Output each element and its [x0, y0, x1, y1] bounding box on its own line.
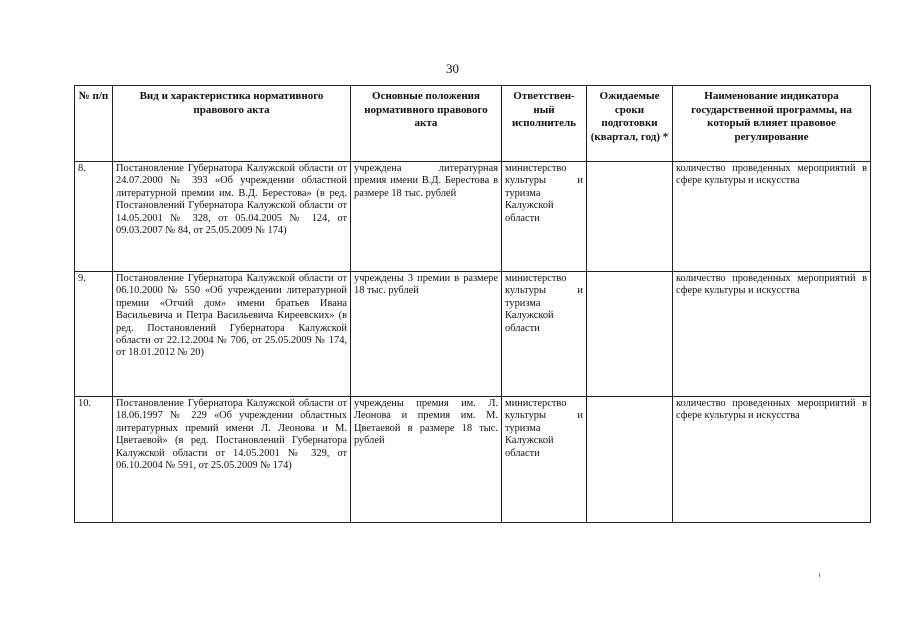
- act-provisions: учреждены премия им. Л. Леонова и премия им. М. Цветаевой в размере 18 тыс. рублей: [351, 397, 502, 523]
- act-provisions: учреждена литературная премия имени В.Д. Берестова в размере 18 тыс. рублей: [351, 162, 502, 272]
- indicator: количество проведенных мероприятий в сфере культуры и искусства: [673, 162, 871, 272]
- executor: министерство культуры и туризма Калужской области: [502, 272, 587, 397]
- row-number: 8.: [75, 162, 113, 272]
- header-provisions: Основные положения нормативного правового акта: [351, 86, 502, 162]
- act-description: Постановление Губернатора Калужской области от 06.10.2000 № 550 «Об учреждении литературной премии «Отчий дом» имени братьев Ивана Васильевича и Петра Васильевича Киреевских» (в ред. Постановлений Губернатора Калужской области от 22.12.2004 № 706, от 25.05.2009 № 174, от 18.01.2012 № 20): [113, 272, 351, 397]
- row-number: 9.: [75, 272, 113, 397]
- header-indicator: Наименование индикатора государственной программы, на который влияет правовое регулирование: [673, 86, 871, 162]
- table-row: [75, 162, 871, 272]
- expected-term: [587, 272, 673, 397]
- header-term: Ожидаемые сроки подготовки (квартал, год) *: [587, 86, 673, 162]
- act-description: Постановление Губернатора Калужской области от 24.07.2000 № 393 «Об учреждении областной литературной премии им. В.Д. Берестова» (в ред. Постановлений Губернатора Калужской области от 14.05.2001 № 328, от 05.04.2005 № 124, от 09.03.2007 № 84, от 25.05.2009 № 174): [113, 162, 351, 272]
- act-description: Постановление Губернатора Калужской области от 18.06.1997 № 229 «Об учреждении областных литературных премий имени Л. Леонова и М. Цветаевой» (в ред. Постановлений Губернатора Калужской области от 14.05.2001 № 329, от 06.10.2004 № 591, от 25.05.2009 № 174): [113, 397, 351, 523]
- indicator: количество проведенных мероприятий в сфере культуры и искусства: [673, 272, 871, 397]
- act-provisions: учреждены 3 премии в размере 18 тыс. рублей: [351, 272, 502, 397]
- table-row: [75, 272, 871, 397]
- expected-term: [587, 162, 673, 272]
- table-header-row: [75, 86, 871, 162]
- expected-term: [587, 397, 673, 523]
- header-executor: Ответствен-ный исполнитель: [502, 86, 587, 162]
- legal-acts-table: [74, 85, 871, 523]
- indicator: количество проведенных мероприятий в сфере культуры и искусства: [673, 397, 871, 523]
- executor: министерство культуры и туризма Калужской области: [502, 162, 587, 272]
- executor: министерство культуры и туризма Калужской области: [502, 397, 587, 523]
- row-number: 10.: [75, 397, 113, 523]
- table-row: [75, 397, 871, 523]
- scan-speck: [819, 573, 820, 577]
- page-number: 30: [446, 61, 459, 76]
- header-number: № п/п: [75, 86, 113, 162]
- header-act-type: Вид и характеристика нормативного правового акта: [113, 86, 351, 162]
